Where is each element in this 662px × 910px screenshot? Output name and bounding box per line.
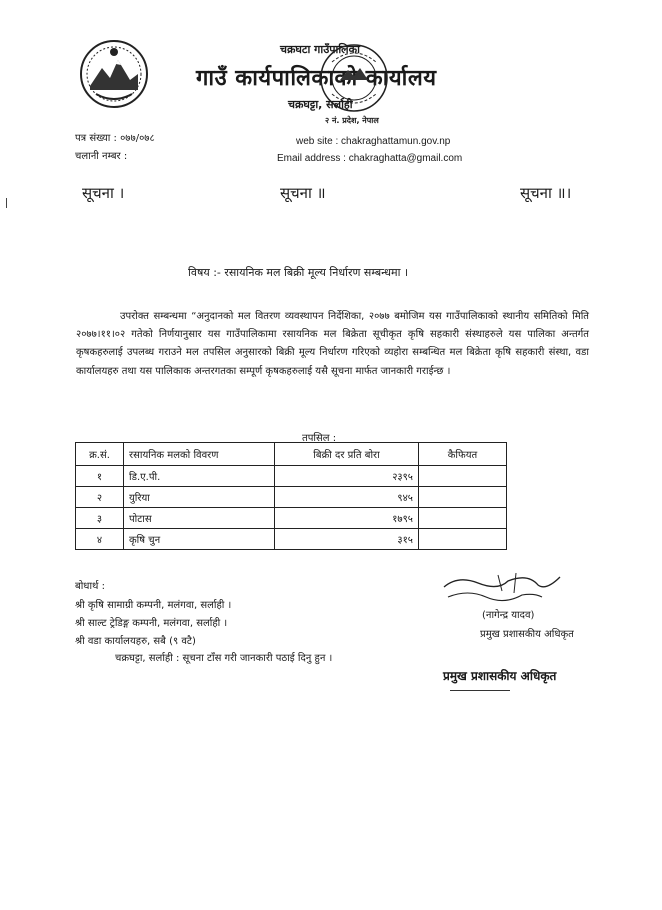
cell-item: युरिया	[124, 487, 275, 508]
cc-heading: बोधार्थ :	[75, 581, 105, 592]
signatory-name: (नागेन्द्र यादव)	[482, 610, 535, 621]
notice-heading-center: सूचना ॥	[280, 184, 326, 202]
column-header-sn: क्र.सं.	[76, 443, 124, 466]
cell-sn: २	[76, 487, 124, 508]
handwritten-signature	[438, 567, 568, 607]
table-row	[76, 508, 507, 529]
cell-sn: ३	[76, 508, 124, 529]
table-header-row	[76, 443, 507, 466]
cell-rate: ९४५	[275, 487, 419, 508]
table-row	[76, 466, 507, 487]
notice-heading-left: सूचना ।	[82, 184, 125, 202]
cell-rate: १७९५	[275, 508, 419, 529]
cc-recipient: श्री कृषि सामाग्री कम्पनी, मलंगवा, सर्लाही ।	[75, 600, 232, 611]
cc-recipient: श्री वडा कार्यालयहरु, सबै (९ वटै)	[75, 636, 196, 647]
table-caption: तपसिल :	[302, 433, 337, 444]
margin-mark	[6, 198, 7, 208]
cell-item: कृषि चुन	[124, 529, 275, 550]
office-seal-stamp	[318, 40, 390, 116]
office-location: चक्रघट्टा, सर्लाही	[288, 98, 353, 111]
subject-line: विषय :- रसायनिक मल बिक्री मूल्य निर्धारण सम्बन्धमा ।	[188, 266, 409, 279]
table-row	[76, 529, 507, 550]
email-text: Email address : chakraghatta@gmail.com	[277, 153, 463, 164]
column-header-item: रसायनिक मलको विवरण	[124, 443, 275, 466]
cc-instruction: चक्रघट्टा, सर्लाही : सूचना टाँस गरी जानकारी पठाई दिनु हुन ।	[115, 653, 333, 664]
cell-rate: २३९५	[275, 466, 419, 487]
table-row	[76, 487, 507, 508]
cell-sn: १	[76, 466, 124, 487]
column-header-rate: बिक्री दर प्रति बोरा	[275, 443, 419, 466]
cell-remark	[419, 508, 507, 529]
cell-rate: ३१५	[275, 529, 419, 550]
office-title: गाउँ कार्यपालिकाको कार्यालय	[196, 66, 437, 91]
stamp-underline	[450, 690, 510, 691]
cell-item: पोटास	[124, 508, 275, 529]
province-label: २ नं. प्रदेश, नेपाल	[325, 116, 379, 125]
cell-item: डि.ए.पी.	[124, 466, 275, 487]
municipality-name: चक्रघटा गाउँपालिका	[280, 43, 360, 56]
cc-recipient: श्री साल्ट ट्रेडिङ्ग कम्पनी, मलंगवा, सर्लाही ।	[75, 618, 228, 629]
letter-reference-number: पत्र संख्या : ०७७/०७८	[75, 133, 155, 144]
notice-body-paragraph: उपरोक्त सम्बन्धमा “अनुदानको मल वितरण व्यवस्थापन निर्देशिका, २०७७ बमोजिम यस गाउँपालिकाको स्थानीय समितिको मिति २०७७।११।०२ गतेको निर्णयानुसार यस गाउँपालिकामा रसायनिक मल बिक्रेता सूचीकृत कृषि सहकारी संस्थाहरुले यस पालिका अन्तर्गत कृषकहरुलाई उपलब्ध गराउने मल तपसिल अनुसारको बिक्री मूल्य निर्धारण गरिएको व्यहोरा सम्बन्धित मल बिक्रेता कृषि सहकारी संस्था, वडा कार्यालयहरु तथा यस पालिकाक अन्तरगतका सम्पूर्ण कृषकहरुलाई यसै सूचना मार्फत जानकारी गराईन्छ ।	[76, 311, 589, 377]
notice-heading-right: सूचना ॥।	[520, 184, 572, 202]
cell-remark	[419, 487, 507, 508]
column-header-remarks: कैफियत	[419, 443, 507, 466]
fertilizer-price-table	[75, 442, 507, 550]
cell-sn: ४	[76, 529, 124, 550]
nepal-emblem-logo	[78, 38, 150, 110]
cell-remark	[419, 529, 507, 550]
designation-stamp: प्रमुख प्रशासकीय अधिकृत	[443, 669, 557, 683]
signatory-title: प्रमुख प्रशासकीय अधिकृत	[480, 629, 574, 640]
cell-remark	[419, 466, 507, 487]
website-text: web site : chakraghattamun.gov.np	[296, 136, 451, 147]
dispatch-number: चलानी नम्बर :	[75, 151, 128, 162]
